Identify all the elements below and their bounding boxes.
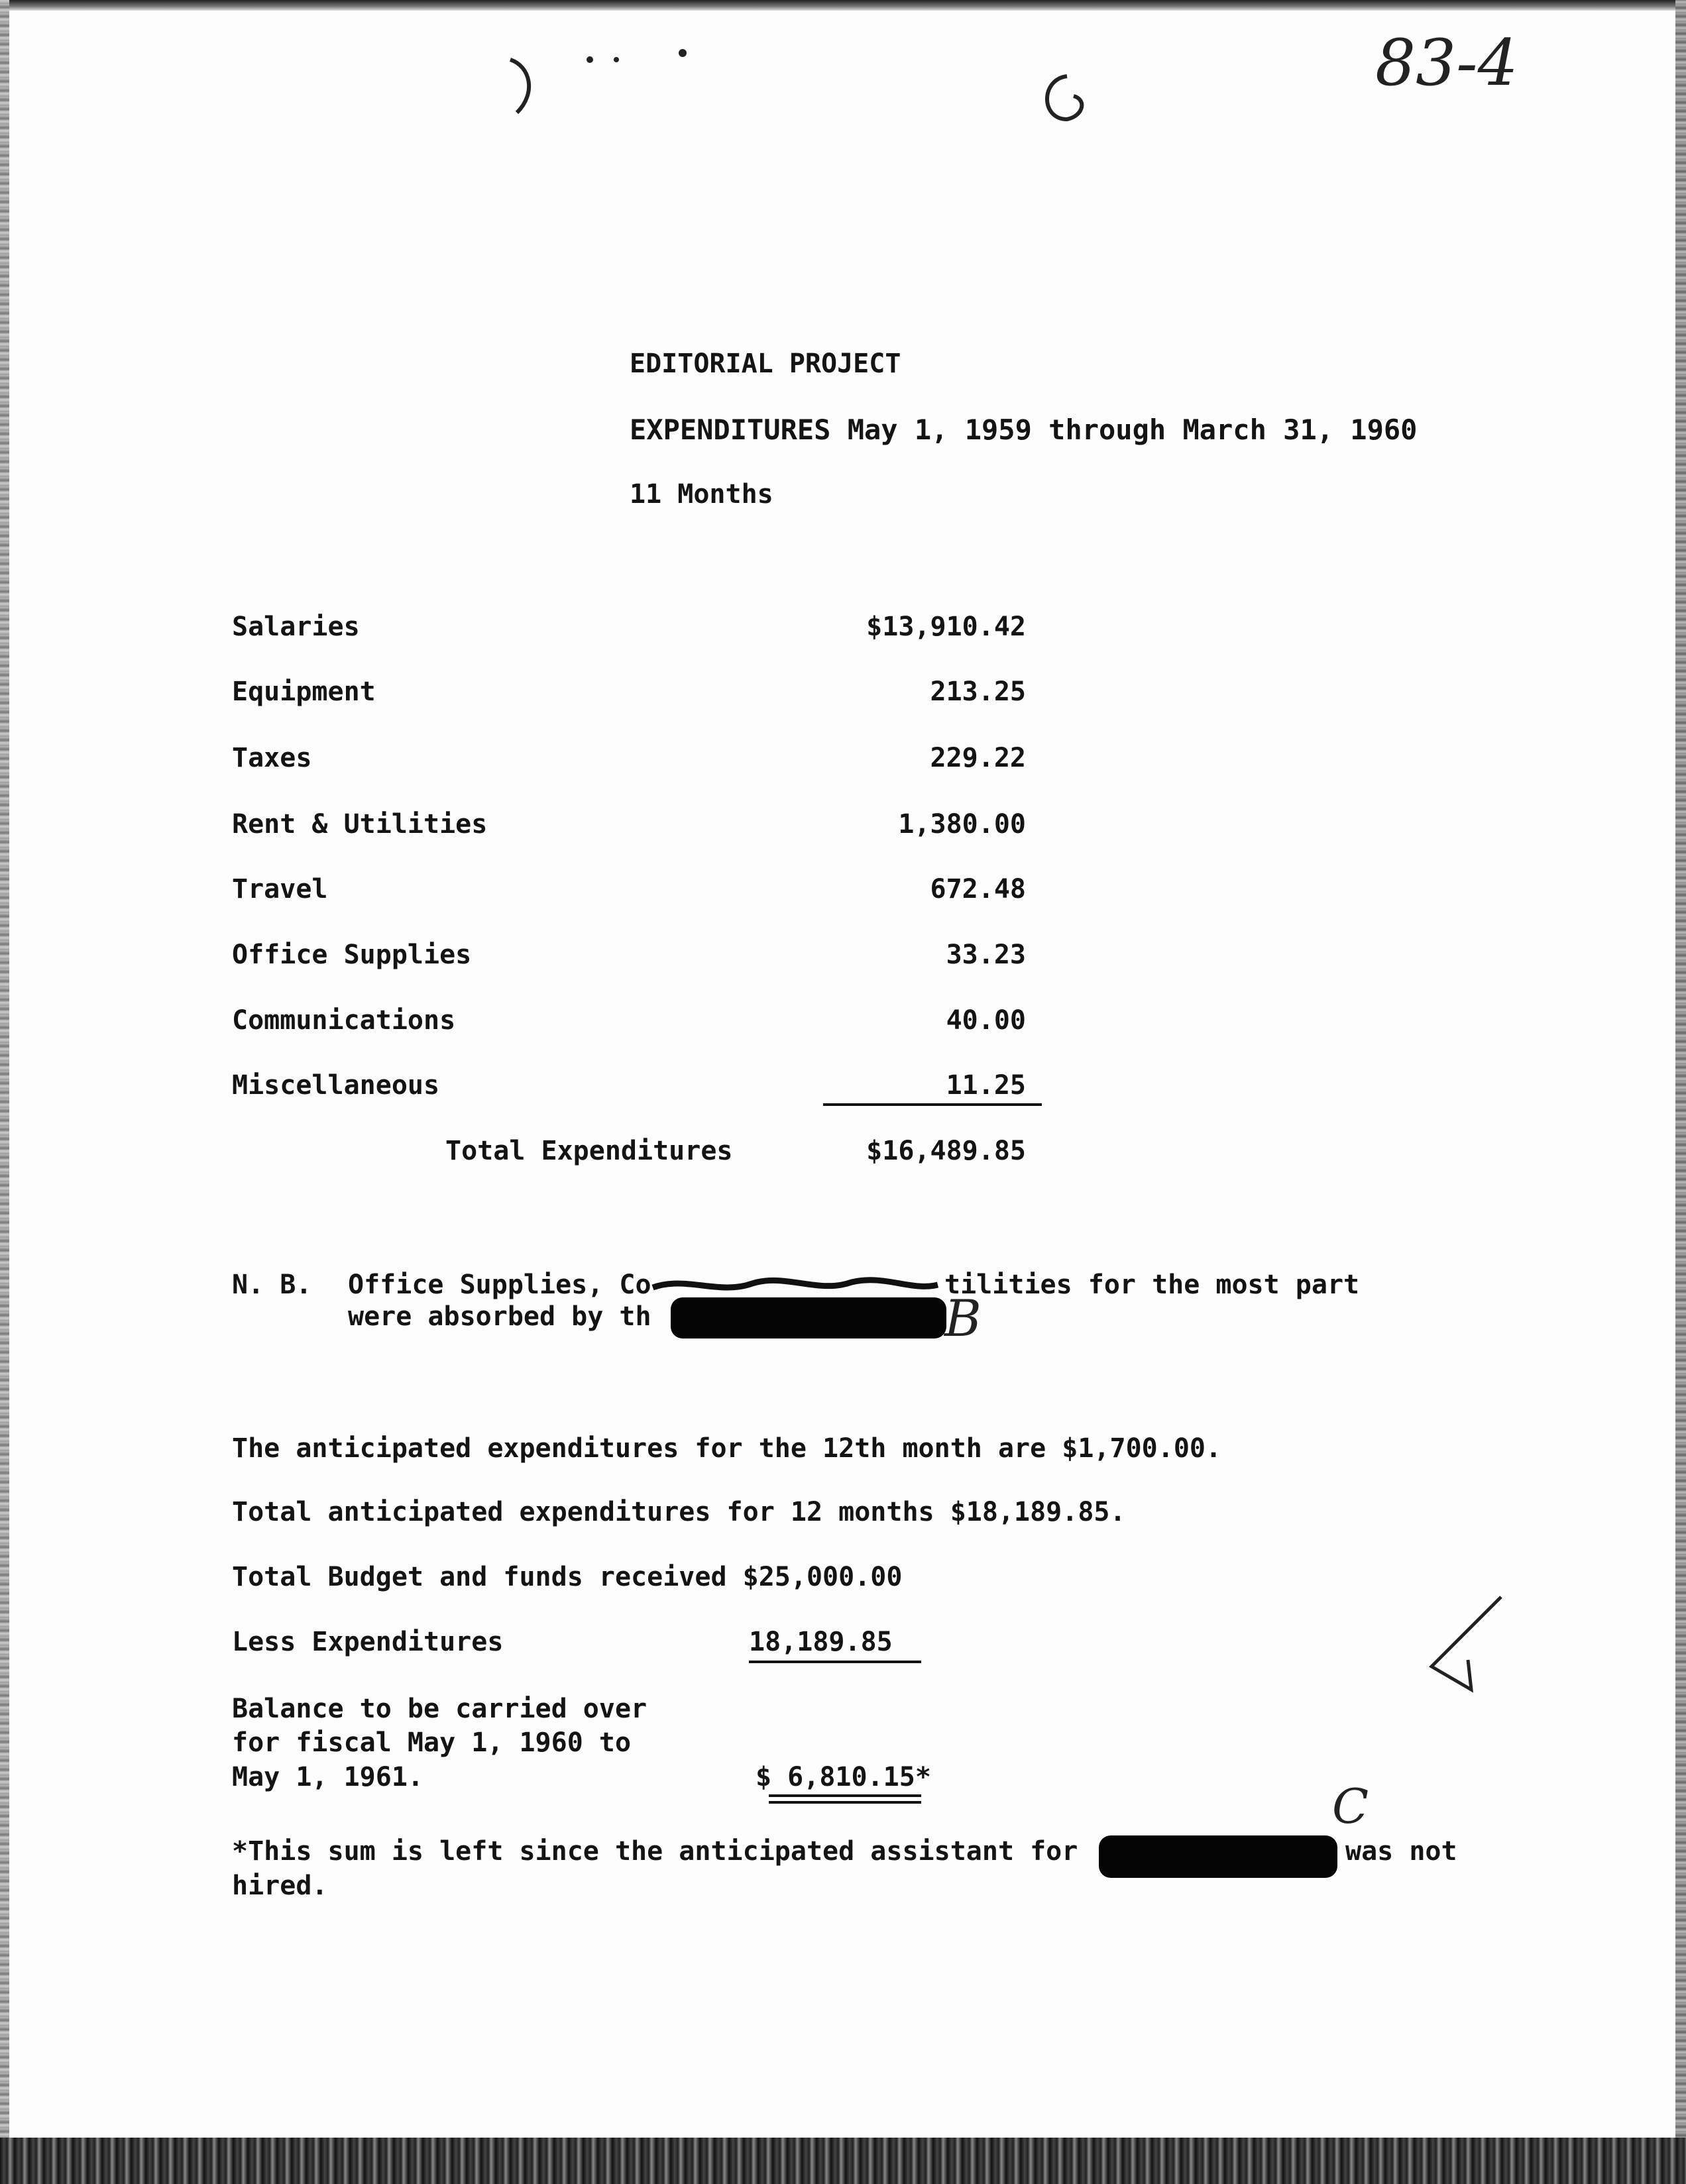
redaction-block: [671, 1297, 946, 1338]
expenditure-amount: 11.25: [946, 1070, 1026, 1101]
expenditure-label: Office Supplies: [232, 940, 472, 970]
expenditure-amount: 672.48: [930, 874, 1026, 904]
expenditure-label: Salaries: [232, 612, 360, 642]
subtotal-rule: [823, 1103, 1042, 1106]
footnote-line2: hired.: [232, 1871, 328, 1901]
less-expenditures-rule: [749, 1661, 921, 1663]
expenditure-amount: 213.25: [930, 677, 1026, 707]
expenditure-label: Miscellaneous: [232, 1070, 440, 1101]
balance-double-rule-bottom: [769, 1801, 921, 1804]
expenditure-amount: 33.23: [946, 940, 1026, 970]
handwritten-check-mark: [1418, 1590, 1511, 1703]
handwritten-letter-b: B: [944, 1289, 982, 1348]
balance-line-2: for fiscal May 1, 1960 to: [232, 1727, 632, 1758]
less-expenditures-amount: 18,189.85: [749, 1627, 893, 1657]
footnote-line1-end: was not: [1345, 1836, 1457, 1867]
strikeout-scribble: [646, 1269, 944, 1301]
balance-line-1: Balance to be carried over: [232, 1694, 647, 1724]
document-title: EDITORIAL PROJECT: [630, 349, 901, 379]
redaction-block: [1099, 1835, 1337, 1878]
expenditure-label: Rent & Utilities: [232, 809, 488, 840]
document-period: 11 Months: [630, 479, 773, 510]
document-subtitle: EXPENDITURES May 1, 1959 through March 31, 1960: [630, 413, 1418, 446]
note-prefix: N. B.: [232, 1270, 312, 1300]
expenditure-amount: 40.00: [946, 1005, 1026, 1036]
expenditure-amount: 229.22: [930, 743, 1026, 773]
scan-edge-right: [1675, 0, 1686, 2184]
expenditure-amount: $13,910.42: [866, 612, 1026, 642]
balance-double-rule-top: [769, 1794, 921, 1797]
handwritten-letter-c: C: [1332, 1778, 1369, 1834]
balance-line-3: May 1, 1961.: [232, 1762, 423, 1792]
expenditure-label: Travel: [232, 874, 328, 904]
scan-edge-top: [0, 0, 1686, 11]
expenditure-amount: 1,380.00: [898, 809, 1026, 840]
scan-edge-left: [0, 0, 9, 2184]
total-budget: Total Budget and funds received $25,000.00: [232, 1562, 903, 1592]
punch-hole-marks: [490, 46, 1113, 133]
less-expenditures-label: Less Expenditures: [232, 1627, 504, 1657]
note-line2-start: were absorbed by th: [348, 1301, 651, 1332]
expenditure-label: Taxes: [232, 743, 312, 773]
expenditure-label: Communications: [232, 1005, 456, 1036]
anticipated-12th-month: The anticipated expenditures for the 12th month are $1,700.00.: [232, 1433, 1222, 1464]
handwritten-page-number: 83-4: [1375, 26, 1518, 100]
scan-edge-bottom: [0, 2138, 1686, 2184]
footnote-line1-start: *This sum is left since the anticipated assistant for: [232, 1836, 1078, 1867]
total-anticipated-12-months: Total anticipated expenditures for 12 months $18,189.85.: [232, 1497, 1126, 1527]
total-expenditures-amount: $16,489.85: [866, 1136, 1026, 1166]
balance-amount: $ 6,810.15*: [756, 1762, 931, 1792]
total-expenditures-label: Total Expenditures: [445, 1136, 733, 1166]
note-line1-start: Office Supplies, Co: [348, 1270, 651, 1300]
expenditure-label: Equipment: [232, 677, 376, 707]
note-line1-end: tilities for the most part: [944, 1270, 1360, 1300]
